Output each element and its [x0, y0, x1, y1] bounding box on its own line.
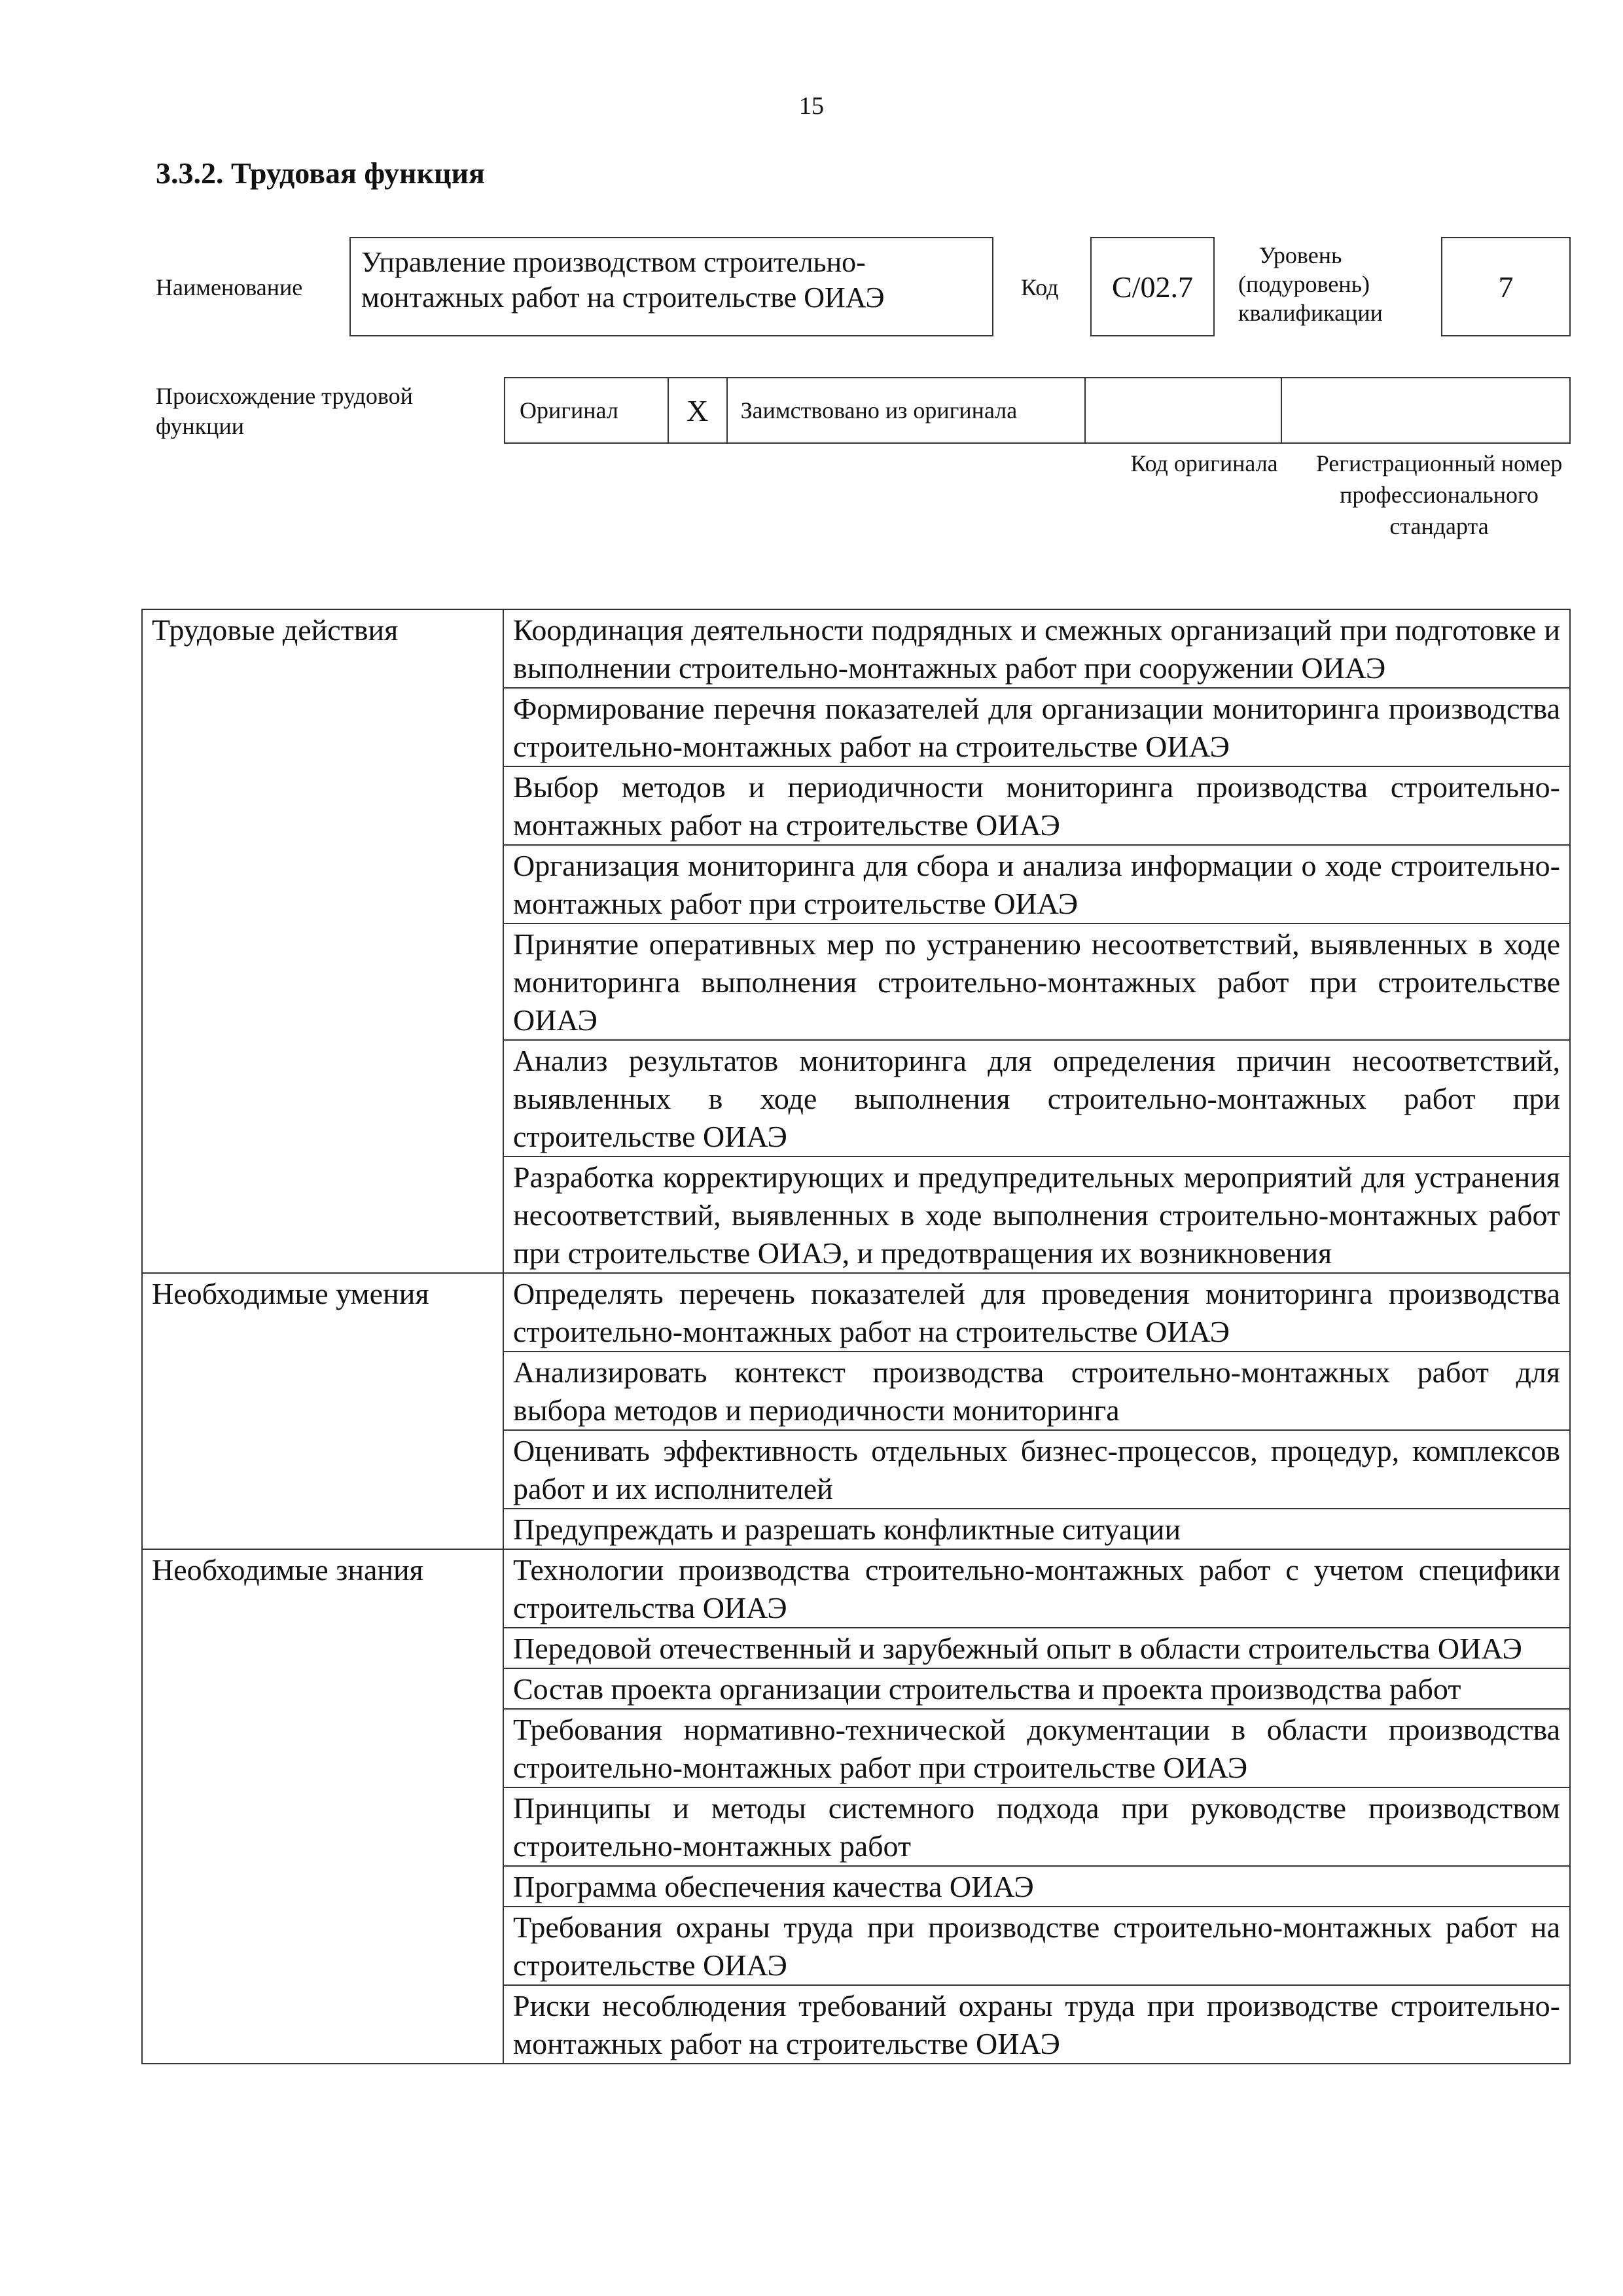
original-code-caption: Код оригинала: [1130, 450, 1278, 476]
qualification-level-field: 7: [1441, 237, 1571, 336]
code-label: Код: [1021, 274, 1059, 300]
original-mark: X: [669, 378, 728, 442]
labor-function-table: [141, 609, 1571, 2064]
section-item: Разработка корректирующих и предупредительных мероприятий для устранения несоответствий, выявленных в ходе выполнения строительно-монтажных работ при строительстве ОИАЭ, и предотвращения их возникновения: [503, 1157, 1570, 1273]
table-body: [142, 609, 1570, 2064]
table-row: [142, 609, 1570, 688]
code-field: C/02.7: [1090, 237, 1215, 336]
name-label: Наименование: [156, 274, 303, 300]
section-item: Требования охраны труда при производстве строительно-монтажных работ на строительстве ОИАЭ: [503, 1907, 1570, 1985]
section-item: Риски несоблюдения требований охраны труда при производстве строительно-монтажных работ на строительстве ОИАЭ: [503, 1985, 1570, 2064]
function-name-field: Управление производством строительно-монтажных работ на строительстве ОИАЭ: [349, 237, 993, 336]
level-label-line: (подуровень): [1238, 271, 1370, 297]
section-item: Программа обеспечения качества ОИАЭ: [503, 1866, 1570, 1907]
section-item: Формирование перечня показателей для организации мониторинга производства строительно-монтажных работ на строительстве ОИАЭ: [503, 688, 1570, 766]
section-item: Принципы и методы системного подхода при руководстве производством строительно-монтажных работ: [503, 1787, 1570, 1866]
section-item: Технологии производства строительно-монтажных работ с учетом специфики строительства ОИАЭ: [503, 1549, 1570, 1628]
section-category: Необходимые знания: [142, 1549, 503, 2064]
original-code-cell: [1086, 378, 1282, 442]
original-label: Оригинал: [505, 378, 669, 442]
section-item: Состав проекта организации строительства и проекта производства работ: [503, 1668, 1570, 1709]
section-item: Принятие оперативных мер по устранению несоответствий, выявленных в ходе мониторинга выполнения строительно-монтажных работ при строительстве ОИАЭ: [503, 924, 1570, 1040]
page-number: 15: [799, 92, 824, 120]
section-item: Организация мониторинга для сбора и анализа информации о ходе строительно-монтажных работ при строительстве ОИАЭ: [503, 845, 1570, 924]
section-title: 3.3.2. Трудовая функция: [156, 156, 485, 190]
section-item: Оценивать эффективность отдельных бизнес-процессов, процедур, комплексов работ и их исполнителей: [503, 1430, 1570, 1509]
section-item: Анализировать контекст производства строительно-монтажных работ для выбора методов и периодичности мониторинга: [503, 1352, 1570, 1430]
qualification-level-label: [1238, 241, 1383, 327]
borrowed-label: Заимствовано из оригинала: [728, 378, 1086, 442]
section-item: Координация деятельности подрядных и смежных организаций при подготовке и выполнении строительно-монтажных работ при сооружении ОИАЭ: [503, 609, 1570, 688]
table-row: [142, 1273, 1570, 1352]
section-category: Трудовые действия: [142, 609, 503, 1273]
section-item: Анализ результатов мониторинга для определения причин несоответствий, выявленных в ходе выполнения строительно-монтажных работ при строительстве ОИАЭ: [503, 1040, 1570, 1157]
section-category: Необходимые умения: [142, 1273, 503, 1549]
section-item: Определять перечень показателей для проведения мониторинга производства строительно-монтажных работ на строительстве ОИАЭ: [503, 1273, 1570, 1352]
table-row: [142, 1549, 1570, 1628]
section-item: Выбор методов и периодичности мониторинга производства строительно-монтажных работ на строительстве ОИАЭ: [503, 766, 1570, 845]
origin-row: [504, 377, 1571, 444]
level-label-line: Уровень: [1258, 242, 1342, 268]
section-item: Требования нормативно-технической документации в области производства строительно-монтажных работ при строительстве ОИАЭ: [503, 1709, 1570, 1787]
section-item: Передовой отечественный и зарубежный опыт в области строительства ОИАЭ: [503, 1628, 1570, 1668]
section-item: Предупреждать и разрешать конфликтные ситуации: [503, 1509, 1570, 1549]
origin-label: Происхождение трудовой функции: [156, 383, 413, 439]
reg-number-cell: [1282, 378, 1569, 442]
level-label-line: квалификации: [1238, 300, 1383, 326]
reg-number-caption: Регистрационный номер профессионального стандарта: [1315, 450, 1563, 539]
